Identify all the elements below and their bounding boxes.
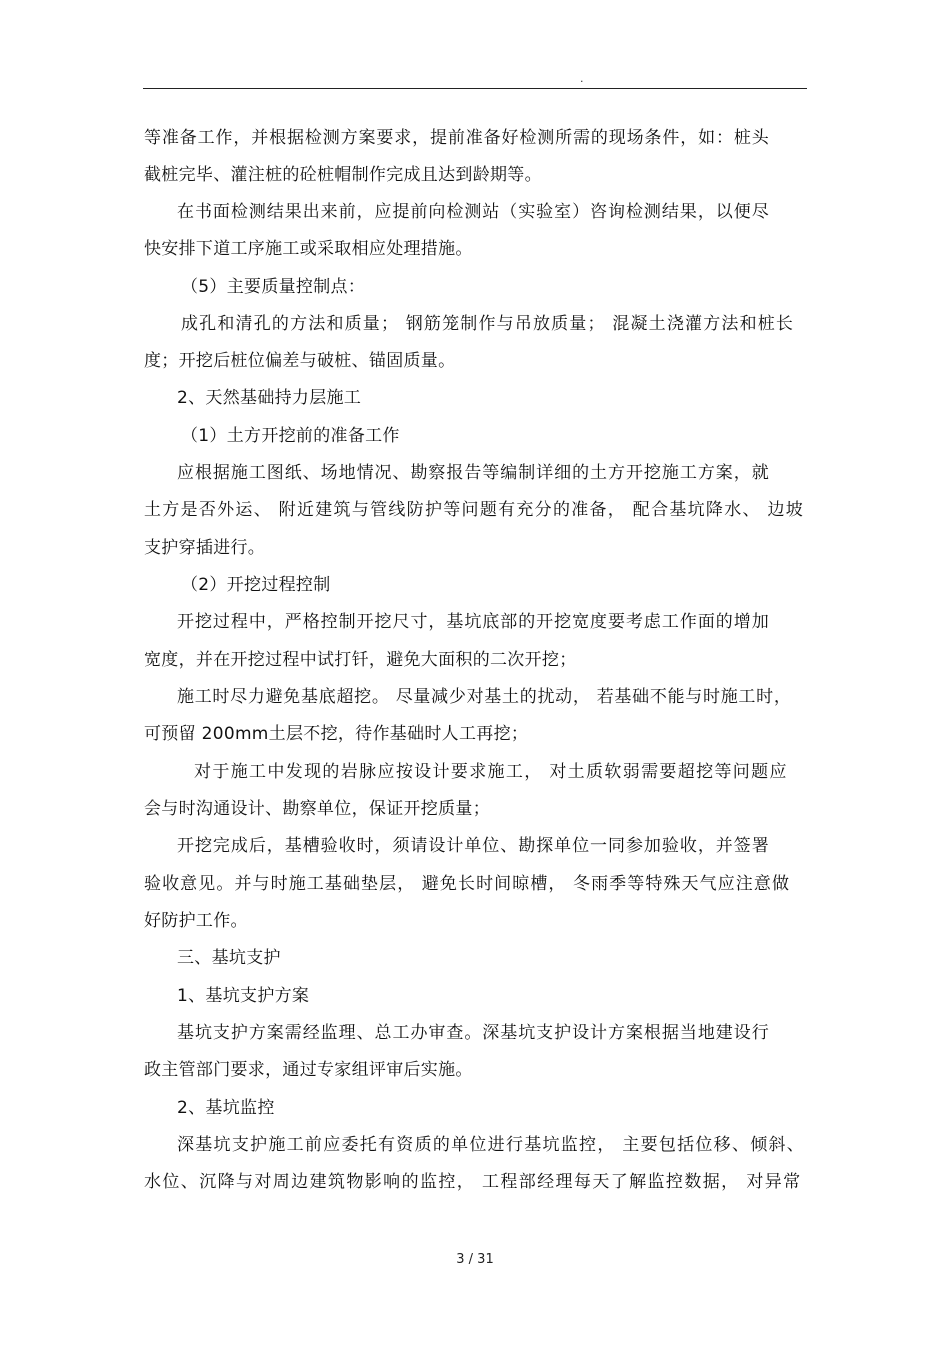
body-line: 好防护工作。 <box>144 911 248 931</box>
body-line: 开挖过程中，严格控制开挖尺寸，基坑底部的开挖宽度要考虑工作面的增加 <box>177 612 770 632</box>
body-line: 对于施工中发现的岩脉应按设计要求施工， 对土质软弱需要超挖等问题应 <box>194 762 788 782</box>
body-line: 宽度，并在开挖过程中试打钎，避免大面积的二次开挖； <box>144 650 577 670</box>
header-rule <box>143 88 807 89</box>
section-heading: 三、基坑支护 <box>177 948 281 968</box>
body-line: 政主管部门要求，通过专家组评审后实施。 <box>144 1060 473 1080</box>
section-heading: （2）开挖过程控制 <box>181 575 331 595</box>
body-line: 验收意见。并与时施工基础垫层， 避免长时间晾槽， 冬雨季等特殊天气应注意做 <box>144 874 791 894</box>
section-heading: （5）主要质量控制点： <box>181 277 366 297</box>
body-line: 土方是否外运、 附近建筑与管线防护等问题有充分的准备， 配合基坑降水、 边坡 <box>144 500 805 520</box>
body-line: 成孔和清孔的方法和质量； 钢筋笼制作与吊放质量； 混凝土浇灌方法和桩长 <box>181 314 795 334</box>
body-line: 支护穿插进行。 <box>144 538 266 558</box>
body-line: 施工时尽力避免基底超挖。 尽量减少对基土的扰动， 若基础不能与时施工时， <box>177 687 792 707</box>
header-mark: . <box>580 72 584 85</box>
body-line: 可预留 200mm土层不挖，待作基础时人工再挖； <box>144 724 529 744</box>
page-number: 3 / 31 <box>456 1252 494 1267</box>
body-line: 深基坑支护施工前应委托有资质的单位进行基坑监控， 主要包括位移、倾斜、 <box>177 1135 806 1155</box>
section-heading: 2、天然基础持力层施工 <box>177 388 362 408</box>
body-line: 截桩完毕、灌注桩的砼桩帽制作完成且达到龄期等。 <box>144 165 542 185</box>
section-heading: 1、基坑支护方案 <box>177 986 310 1006</box>
body-line: 在书面检测结果出来前，应提前向检测站（实验室）咨询检测结果，以便尽 <box>177 202 770 222</box>
body-line: 快安排下道工序施工或采取相应处理措施。 <box>144 239 473 259</box>
body-line: 水位、沉降与对周边建筑物影响的监控， 工程部经理每天了解监控数据， 对异常 <box>144 1172 802 1192</box>
body-line: 等准备工作，并根据检测方案要求，提前准备好检测所需的现场条件，如：桩头 <box>144 128 770 148</box>
section-heading: 2、基坑监控 <box>177 1098 275 1118</box>
body-line: 开挖完成后，基槽验收时，须请设计单位、勘探单位一同参加验收，并签署 <box>177 836 770 856</box>
body-line: 应根据施工图纸、场地情况、勘察报告等编制详细的土方开挖施工方案，就 <box>177 463 770 483</box>
body-line: 基坑支护方案需经监理、总工办审查。深基坑支护设计方案根据当地建设行 <box>177 1023 770 1043</box>
body-line: 度；开挖后桩位偏差与破桩、锚固质量。 <box>144 351 456 371</box>
section-heading: （1）土方开挖前的准备工作 <box>181 426 400 446</box>
body-line: 会与时沟通设计、勘察单位，保证开挖质量； <box>144 799 490 819</box>
